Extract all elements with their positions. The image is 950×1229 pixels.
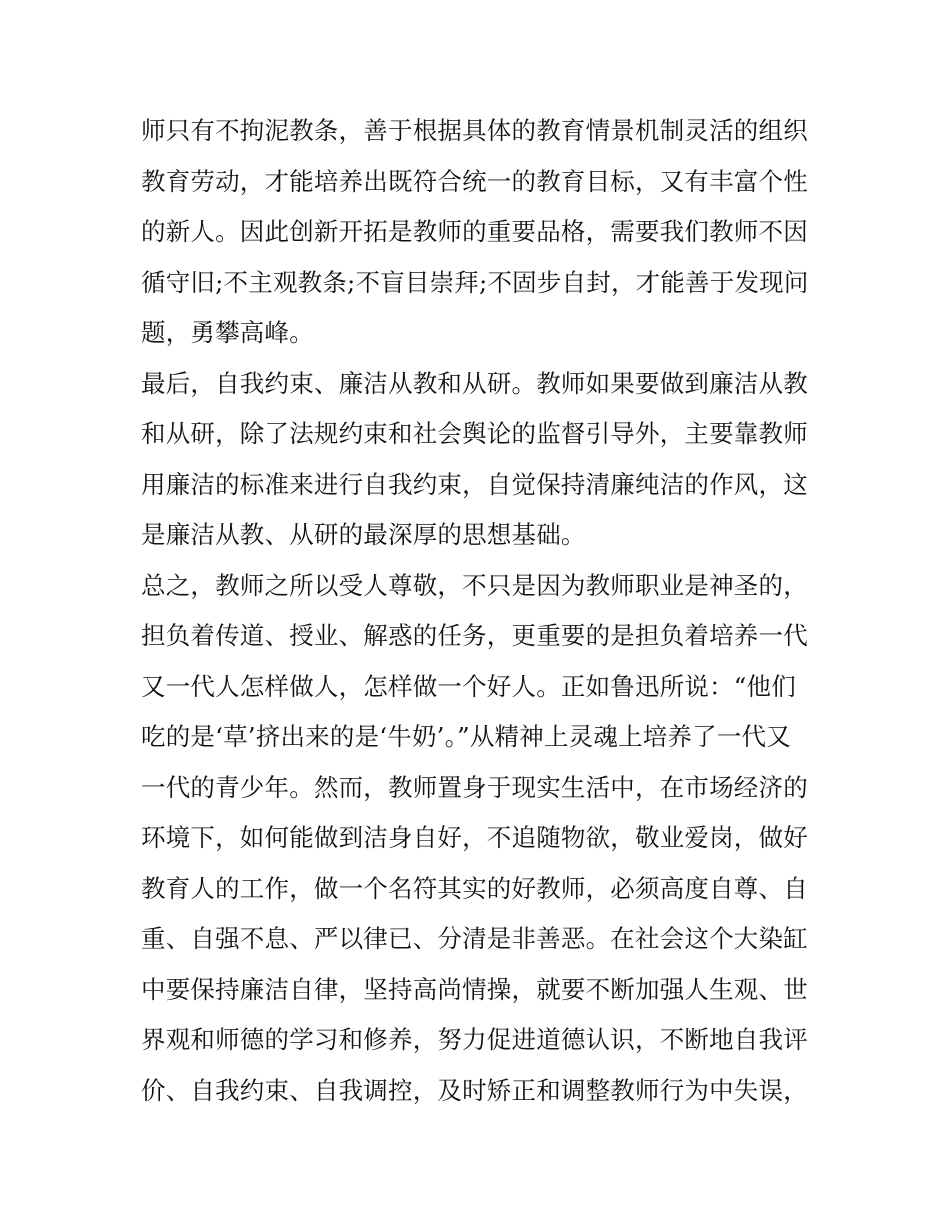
- text-line: 是廉洁从教、从研的最深厚的思想基础。: [141, 520, 586, 549]
- text-line: 教育劳动，才能培养出既符合统一的教育目标，又有丰富个性: [141, 166, 808, 196]
- text-line: 界观和师德的学习和修养，努力促进道德认识，不断地自我评: [141, 1025, 808, 1054]
- text-line: 又一代人怎样做人，怎样做一个好人。正如鲁迅所说：“他们: [141, 671, 796, 701]
- text-line: 环境下，如何能做到洁身自好，不追随物欲，敬业爱岗，做好: [141, 823, 808, 852]
- text-line: 师只有不拘泥教条，善于根据具体的教育情景机制灵活的组织: [141, 116, 808, 145]
- text-line: 一代的青少年。然而，教师置身于现实生活中，在市场经济的: [141, 772, 808, 802]
- text-line: 用廉洁的标准来进行自我约束，自觉保持清廉纯洁的作风，这: [141, 469, 808, 499]
- text-line: 价、自我约束、自我调控，及时矫正和调整教师行为中失误，: [141, 1075, 808, 1105]
- text-line: 总之，教师之所以受人尊敬，不只是因为教师职业是神圣的，: [141, 570, 808, 600]
- text-line: 中要保持廉洁自律，坚持高尚情操，就要不断加强人生观、世: [141, 974, 808, 1004]
- body-text: [141, 106, 821, 1116]
- text-line: 吃的是‘草’挤出来的是‘牛奶’。”从精神上灵魂上培养了一代又: [141, 722, 791, 751]
- text-line: 和从研，除了法规约束和社会舆论的监督引导外，主要靠教师: [141, 419, 808, 448]
- text-line: 最后，自我约束、廉洁从教和从研。教师如果要做到廉洁从教: [141, 368, 808, 398]
- text-line: 重、自强不息、严以律已、分清是非善恶。在社会这个大染缸: [141, 924, 808, 953]
- text-line: 循守旧;不主观教条;不盲目崇拜;不固步自封，才能善于发现问: [141, 267, 809, 297]
- text-line: 的新人。因此创新开拓是教师的重要品格，需要我们教师不因: [141, 217, 808, 246]
- text-line: 担负着传道、授业、解惑的任务，更重要的是担负着培养一代: [141, 621, 808, 650]
- text-line: 教育人的工作，做一个名符其实的好教师，必须高度自尊、自: [141, 873, 808, 903]
- text-line: 题，勇攀高峰。: [141, 318, 314, 347]
